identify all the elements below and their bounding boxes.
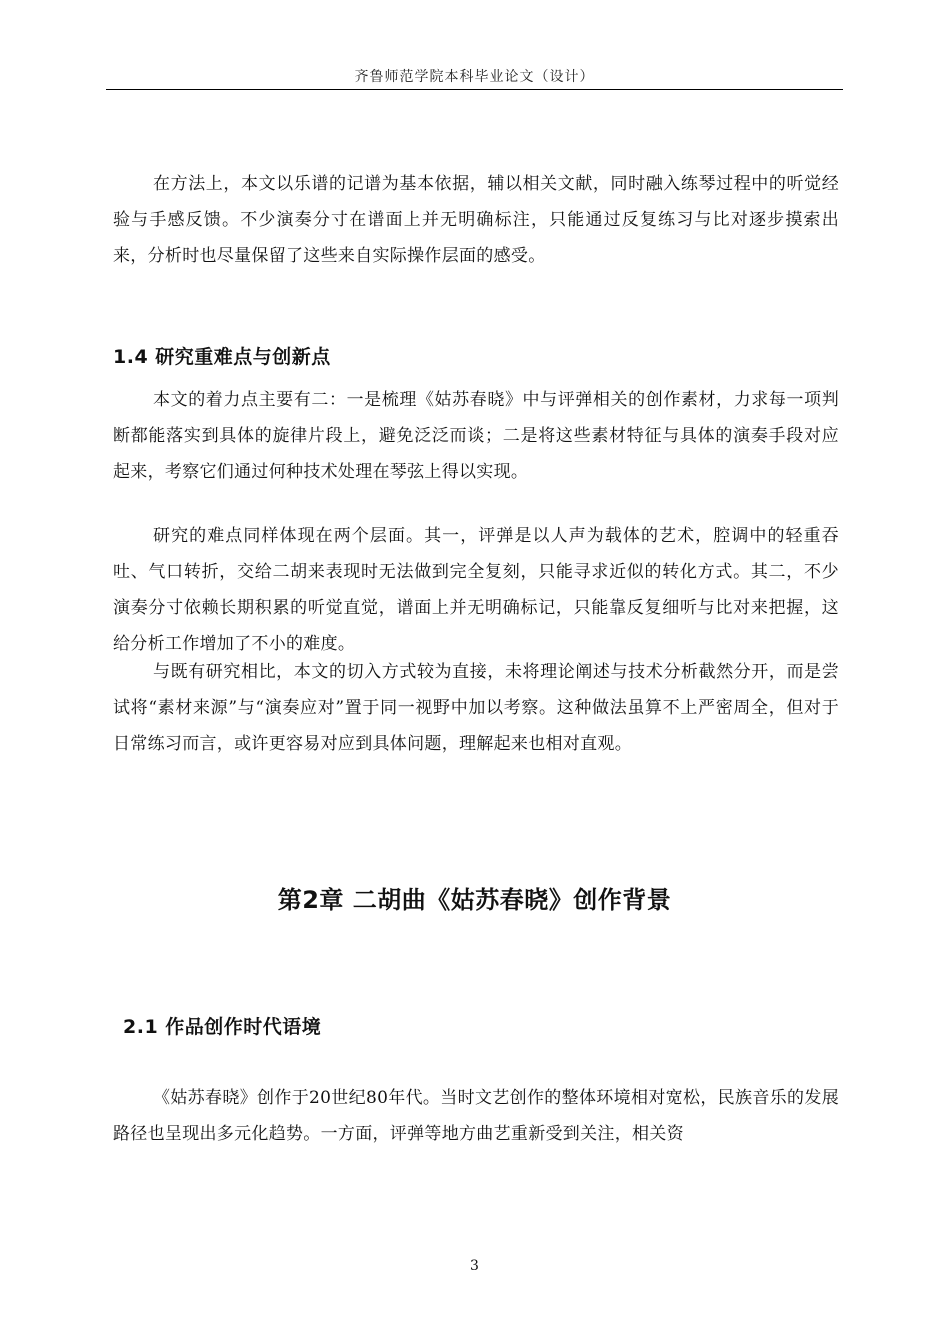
paragraph-era-context: 《姑苏春晓》创作于20世纪80年代。当时文艺创作的整体环境相对宽松，民族音乐的发展路径也呈现出多元化趋势。一方面，评弹等地方曲艺重新受到关注，相关资 [113, 1088, 839, 1144]
page-number: 3 [470, 1258, 479, 1274]
running-header: 齐鲁师范学院本科毕业论文（设计） [354, 69, 595, 85]
header-divider [106, 89, 843, 90]
section-heading-2-1: 2.1 作品创作时代语境 [123, 1016, 322, 1038]
chapter-title: 第2章 二胡曲《姑苏春晓》创作背景 [277, 886, 672, 914]
paragraph-focus-points: 本文的着力点主要有二：一是梳理《姑苏春晓》中与评弹相关的创作素材，力求每一项判断都能落实到具体的旋律片段上，避免泛泛而谈；二是将这些素材特征与具体的演奏手段对应起来，考察它们通过何种技术处理在琴弦上得以实现。 [113, 390, 839, 482]
section-heading-1-4: 1.4 研究重难点与创新点 [113, 346, 331, 368]
paragraph-difficulties: 研究的难点同样体现在两个层面。其一，评弹是以人声为载体的艺术，腔调中的轻重吞吐、气口转折，交给二胡来表现时无法做到完全复刻，只能寻求近似的转化方式。其二，不少演奏分寸依赖长期积累的听觉直觉，谱面上并无明确标记，只能靠反复细听与比对来把握，这给分析工作增加了不小的难度。 [113, 526, 839, 654]
paragraph-methodology: 在方法上，本文以乐谱的记谱为基本依据，辅以相关文献，同时融入练琴过程中的听觉经验与手感反馈。不少演奏分寸在谱面上并无明确标注，只能通过反复练习与比对逐步摸索出来，分析时也尽量保留了这些来自实际操作层面的感受。 [113, 174, 839, 266]
paragraph-innovation: 与既有研究相比，本文的切入方式较为直接，未将理论阐述与技术分析截然分开，而是尝试将“素材来源”与“演奏应对”置于同一视野中加以考察。这种做法虽算不上严密周全，但对于日常练习而言，或许更容易对应到具体问题，理解起来也相对直观。 [113, 662, 839, 754]
